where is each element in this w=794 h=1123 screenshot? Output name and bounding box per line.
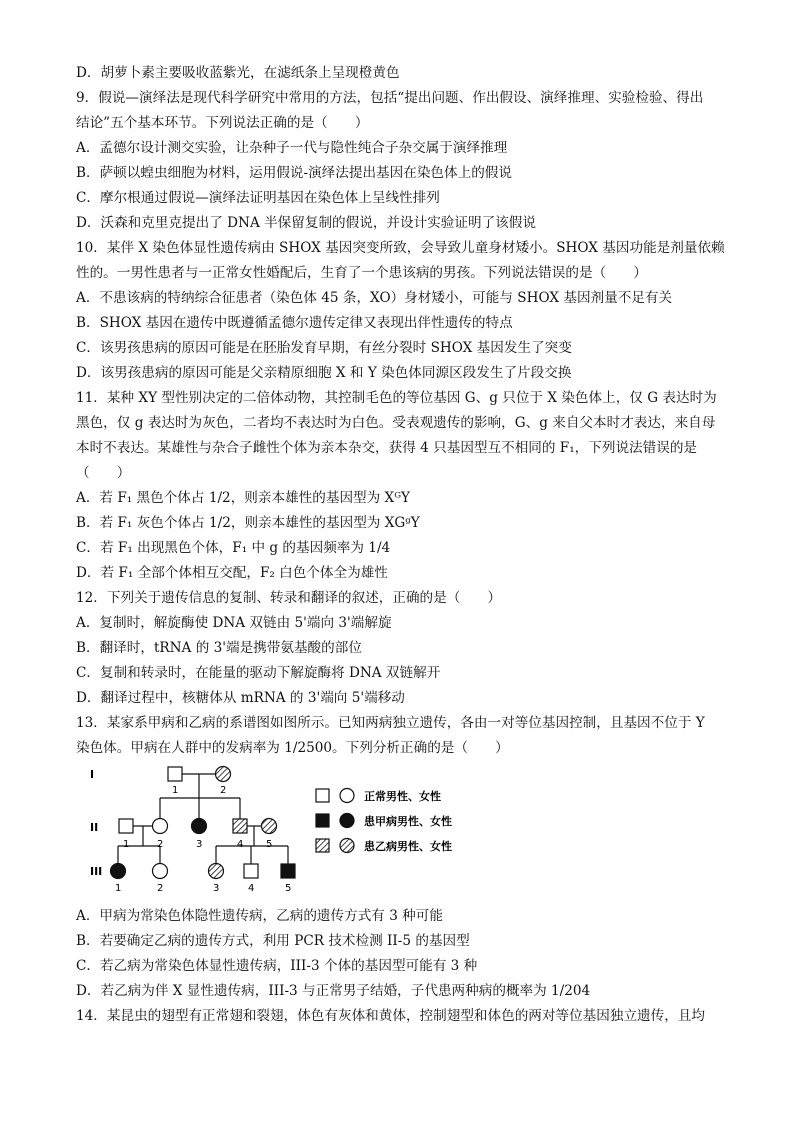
q13-option-b: B．若要确定乙病的遗传方式，利用 PCR 技术检测 II-5 的基因型 xyxy=(76,933,470,949)
q11-stem-line4: （ ） xyxy=(76,465,131,481)
generation-label-ii: II xyxy=(90,821,99,834)
q13-stem-line2: 染色体。甲病在人群中的发病率为 1/2500。下列分析正确的是（ ） xyxy=(76,740,509,756)
i1-number: 1 xyxy=(172,785,179,796)
legend-normal-female-symbol xyxy=(340,789,354,803)
q9-option-d: D．沃森和克里克提出了 DNA 半保留复制的假说，并设计实验证明了该假说 xyxy=(76,215,536,231)
legend-disease-a-label: 患甲病男性、女性 xyxy=(364,815,452,828)
q11-stem-line2: 黑色，仅 g 表达时为灰色，二者均不表达时为白色。受表观遗传的影响，G、g 来自父本时才表达，来自母 xyxy=(76,415,716,431)
ii1-number: 1 xyxy=(123,839,130,850)
q10-stem-line1: 10．某伴 X 染色体显性遗传病由 SHOX 基因突变所致，会导致儿童身材矮小。SHOX 基因功能是剂量依赖 xyxy=(76,240,725,256)
q13-option-a: A．甲病为常染色体隐性遗传病，乙病的遗传方式有 3 种可能 xyxy=(76,908,443,924)
q13-option-c: C．若乙病为常染色体显性遗传病，III-3 个体的基因型可能有 3 种 xyxy=(76,958,478,974)
q11-option-a: A．若 F₁ 黑色个体占 1/2，则亲本雄性的基因型为 XᴳY xyxy=(76,490,411,506)
q11-option-d: D．若 F₁ 全部个体相互交配，F₂ 白色个体全为雄性 xyxy=(76,565,388,581)
q13-stem-line1: 13．某家系甲病和乙病的系谱图如图所示。已知两病独立遗传，各由一对等位基因控制，且基因不位于 Y xyxy=(76,715,705,731)
ii3-number: 3 xyxy=(196,839,203,850)
ii2-number: 2 xyxy=(157,839,164,850)
q9-stem-line1: 9．假说—演绎法是现代科学研究中常用的方法，包括“提出问题、作出假设、演绎推理、实验检验、得出 xyxy=(76,90,704,106)
iii4-normal-male xyxy=(244,864,258,878)
legend-normal-male-symbol xyxy=(316,789,329,802)
iii5-disease-a-male xyxy=(281,864,295,878)
ii5-number: 5 xyxy=(266,839,273,850)
q8-option-d: D．胡萝卜素主要吸收蓝紫光，在滤纸条上呈现橙黄色 xyxy=(76,65,400,81)
q11-option-c: C．若 F₁ 出现黑色个体，F₁ 中 g 的基因频率为 1/4 xyxy=(76,540,391,556)
generation-label-i: I xyxy=(90,768,95,781)
legend-normal-label: 正常男性、女性 xyxy=(364,790,441,803)
generation-label-iii: III xyxy=(90,865,103,878)
ii1-normal-male xyxy=(119,819,133,833)
q11-stem-line1: 11．某种 XY 型性别决定的二倍体动物，其控制毛色的等位基因 G、g 只位于 X 染色体上，仅 G 表达时为 xyxy=(76,390,717,406)
legend-disease-b-male-symbol xyxy=(316,839,329,852)
q9-option-b: B．萨顿以蝗虫细胞为材料，运用假说-演绎法提出基因在染色体上的假说 xyxy=(76,165,512,181)
q12-option-d: D．翻译过程中，核糖体从 mRNA 的 3'端向 5'端移动 xyxy=(76,690,405,706)
i1-normal-male xyxy=(168,767,182,781)
legend-disease-b-female-symbol xyxy=(340,839,354,853)
i2-disease-b-female xyxy=(216,767,231,782)
q12-stem: 12．下列关于遗传信息的复制、转录和翻译的叙述，正确的是（ ） xyxy=(76,590,502,606)
q12-option-c: C．复制和转录时，在能量的驱动下解旋酶将 DNA 双链解开 xyxy=(76,665,441,681)
iii2-normal-female xyxy=(153,864,168,879)
legend-disease-a-male-symbol xyxy=(316,814,329,827)
iii5-number: 5 xyxy=(285,883,292,894)
q12-option-a: A．复制时，解旋酶使 DNA 双链由 5'端向 3'端解旋 xyxy=(76,615,392,631)
iii3-number: 3 xyxy=(213,883,220,894)
q10-option-b: B．SHOX 基因在遗传中既遵循孟德尔遗传定律又表现出伴性遗传的特点 xyxy=(76,315,513,331)
q9-stem-line2: 结论”五个基本环节。下列说法正确的是（ ） xyxy=(76,115,369,131)
pedigree-svg xyxy=(88,760,488,895)
q10-option-a: A．不患该病的特纳综合征患者（染色体 45 条，XO）身材矮小，可能与 SHOX 基因剂量不足有关 xyxy=(76,290,673,306)
q11-option-b: B．若 F₁ 灰色个体占 1/2，则亲本雄性的基因型为 XGᵍY xyxy=(76,515,420,531)
ii2-normal-female xyxy=(153,819,168,834)
iii3-disease-b-female xyxy=(209,864,224,879)
q11-stem-line3: 本时不表达。某雄性与杂合子雌性个体为亲本杂交，获得 4 只基因型互不相同的 F₁，下列说法错误的是 xyxy=(76,440,698,456)
q14-stem-line1: 14．某昆虫的翅型有正常翅和裂翅，体色有灰体和黄体，控制翅型和体色的两对等位基因独立遗传，且均 xyxy=(76,1008,706,1024)
iii2-number: 2 xyxy=(157,883,164,894)
legend-disease-b-label: 患乙病男性、女性 xyxy=(364,840,452,853)
pedigree-figure xyxy=(88,760,488,895)
q12-option-b: B．翻译时，tRNA 的 3'端是携带氨基酸的部位 xyxy=(76,640,362,656)
legend-disease-a-female-symbol xyxy=(340,814,354,828)
ii3-disease-a-female xyxy=(192,819,207,834)
q10-stem-line2: 性的。一男性患者与一正常女性婚配后，生育了一个患该病的男孩。下列说法错误的是（ ） xyxy=(76,265,647,281)
q10-option-d: D．该男孩患病的原因可能是父亲精原细胞 X 和 Y 染色体同源区段发生了片段交换 xyxy=(76,365,572,381)
i2-number: 2 xyxy=(220,785,227,796)
ii5-disease-b-female xyxy=(262,819,277,834)
iii1-number: 1 xyxy=(115,883,122,894)
q9-option-c: C．摩尔根通过假说—演绎法证明基因在染色体上呈线性排列 xyxy=(76,190,440,206)
q10-option-c: C．该男孩患病的原因可能是在胚胎发育早期，有丝分裂时 SHOX 基因发生了突变 xyxy=(76,340,572,356)
iii1-disease-a-female xyxy=(111,864,126,879)
ii4-disease-b-male xyxy=(233,819,247,833)
iii4-number: 4 xyxy=(248,883,255,894)
q9-option-a: A．孟德尔设计测交实验，让杂种子一代与隐性纯合子杂交属于演绎推理 xyxy=(76,140,508,156)
q13-option-d: D．若乙病为伴 X 显性遗传病，III-3 与正常男子结婚，子代患两种病的概率为 1/204 xyxy=(76,983,591,999)
ii4-number: 4 xyxy=(237,839,244,850)
